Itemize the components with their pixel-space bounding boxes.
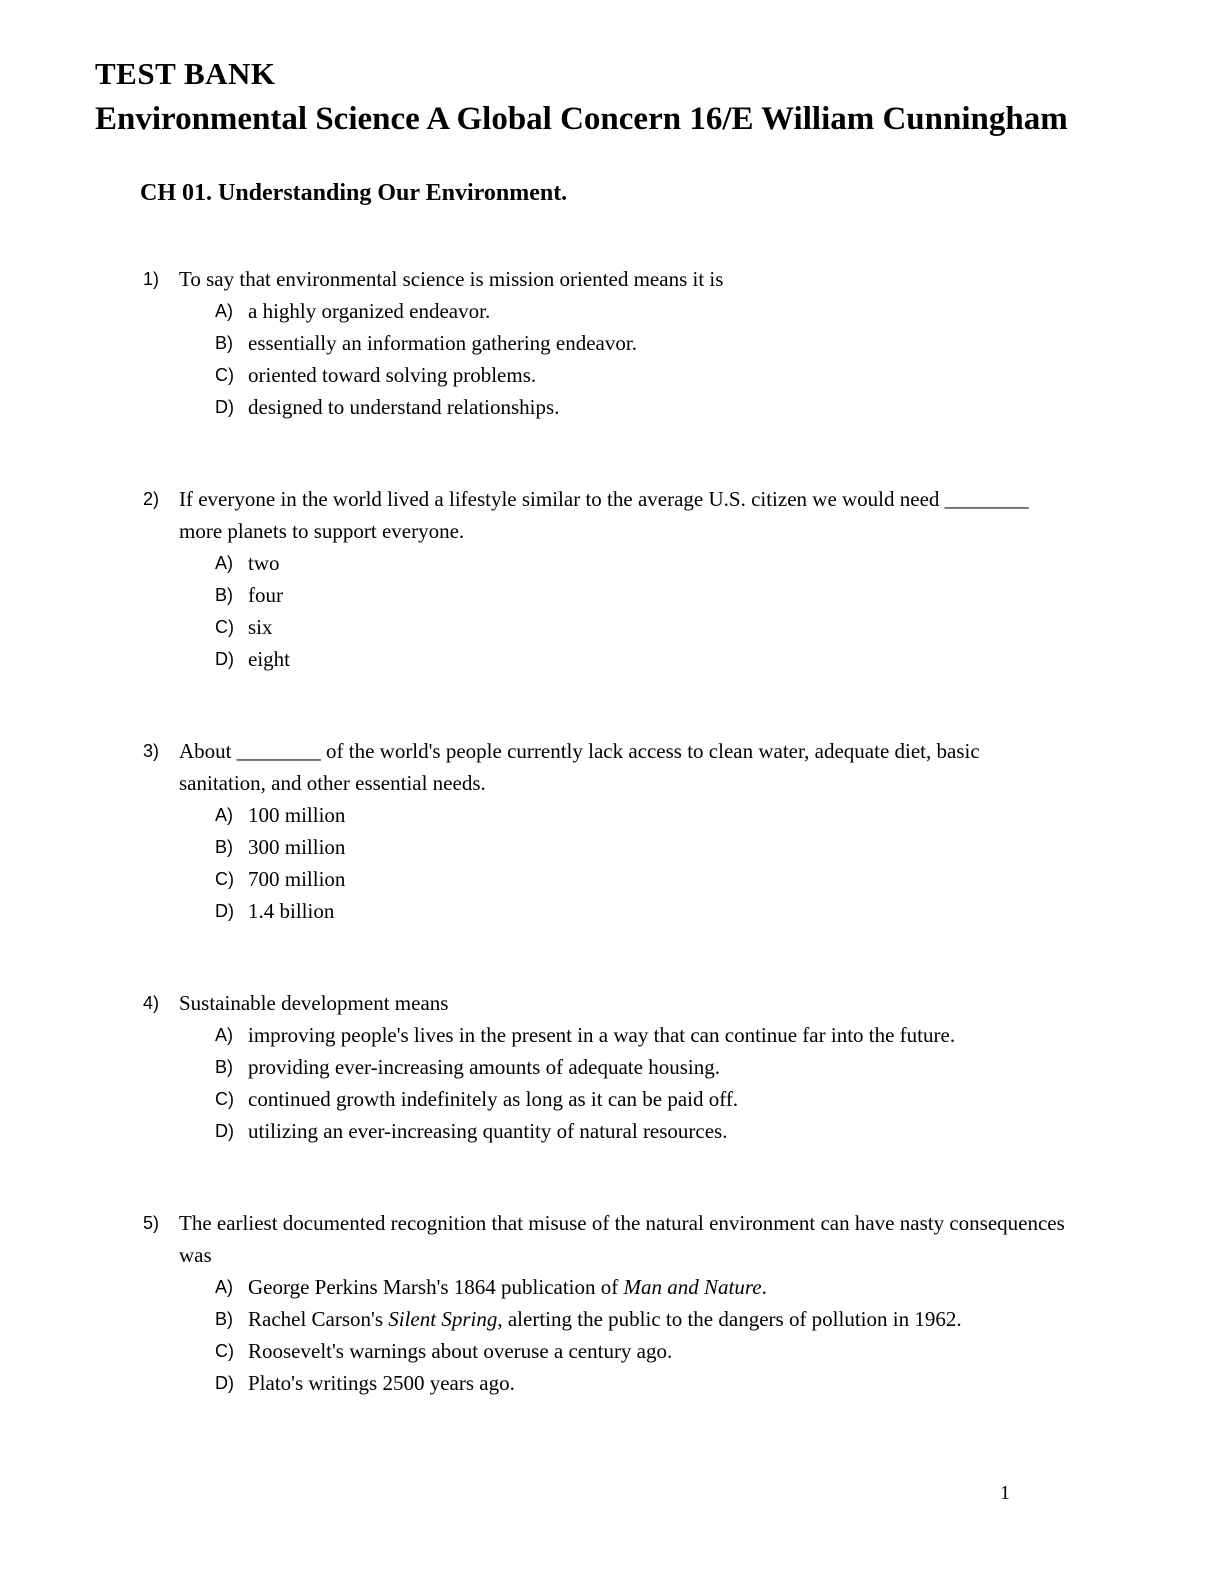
option-text — [248, 579, 1098, 611]
question-block — [143, 987, 1154, 1147]
option-letter: C) — [215, 617, 234, 638]
option-letter: D) — [215, 1373, 234, 1394]
question-block — [143, 735, 1154, 927]
option-row — [215, 359, 1154, 391]
option-text — [248, 643, 1098, 675]
text-segment: six — [248, 615, 273, 640]
option-row — [215, 799, 1154, 831]
text-segment: 300 million — [248, 835, 346, 860]
option-letter: C) — [215, 869, 234, 890]
question-text — [179, 263, 1067, 295]
option-text — [248, 1051, 1098, 1083]
option-letter: A) — [215, 805, 233, 826]
question-block — [143, 1207, 1154, 1399]
page-number: 1 — [1000, 1482, 1010, 1504]
option-letter: A) — [215, 1277, 233, 1298]
text-segment: 100 million — [248, 803, 346, 828]
option-text — [248, 611, 1098, 643]
text-segment: two — [248, 551, 280, 576]
question-text — [179, 987, 1067, 1019]
option-letter: D) — [215, 397, 234, 418]
text-segment: Sustainable development means — [179, 991, 449, 1016]
option-text — [248, 1367, 1098, 1399]
test-bank-title: TEST BANK — [95, 56, 276, 91]
text-segment: eight — [248, 647, 290, 672]
text-segment: continued growth indefinitely as long as it can be paid off. — [248, 1087, 739, 1112]
option-row — [215, 327, 1154, 359]
document-header — [95, 52, 1154, 142]
question-row — [143, 483, 1154, 547]
option-text — [248, 895, 1098, 927]
text-segment: improving people's lives in the present in a way that can continue far into the future. — [248, 1023, 956, 1048]
question-number: 1) — [143, 269, 160, 290]
text-segment: 700 million — [248, 867, 346, 892]
question-text — [179, 735, 1067, 799]
option-text — [248, 391, 1098, 423]
text-segment: About ________ of the world's people currently lack access to clean water, adequate diet, basic sanitation, and other essential needs. — [179, 739, 980, 796]
option-letter: B) — [215, 1057, 233, 1078]
question-row — [143, 1207, 1154, 1271]
option-row — [215, 1019, 1154, 1051]
text-segment: a highly organized endeavor. — [248, 299, 491, 324]
option-row — [215, 895, 1154, 927]
option-text — [248, 1335, 1098, 1367]
option-row — [215, 1051, 1154, 1083]
question-text — [179, 1207, 1067, 1271]
option-letter: C) — [215, 1341, 234, 1362]
option-row — [215, 391, 1154, 423]
option-row — [215, 1367, 1154, 1399]
option-row — [215, 579, 1154, 611]
option-text — [248, 1083, 1098, 1115]
text-segment: Rachel Carson's — [248, 1307, 389, 1332]
option-text — [248, 547, 1098, 579]
option-row — [215, 1335, 1154, 1367]
text-segment: utilizing an ever-increasing quantity of natural resources. — [248, 1119, 728, 1144]
option-letter: A) — [215, 301, 233, 322]
option-letter: D) — [215, 901, 234, 922]
text-segment: To say that environmental science is mission oriented means it is — [179, 267, 724, 292]
option-letter: D) — [215, 1121, 234, 1142]
text-segment: The earliest documented recognition that misuse of the natural environment can have nasty consequences was — [179, 1211, 1065, 1268]
option-letter: A) — [215, 1025, 233, 1046]
question-row — [143, 263, 1154, 295]
text-segment: oriented toward solving problems. — [248, 363, 537, 388]
question-number: 5) — [143, 1213, 160, 1234]
option-row — [215, 1271, 1154, 1303]
option-row — [215, 295, 1154, 327]
option-row — [215, 1115, 1154, 1147]
option-row — [215, 643, 1154, 675]
text-segment: . — [761, 1275, 767, 1300]
option-letter: B) — [215, 333, 233, 354]
option-row — [215, 863, 1154, 895]
option-row — [215, 547, 1154, 579]
option-row — [215, 831, 1154, 863]
question-text — [179, 483, 1067, 547]
option-text — [248, 799, 1098, 831]
option-text — [248, 863, 1098, 895]
text-segment: 1.4 billion — [248, 899, 335, 924]
question-number: 3) — [143, 741, 160, 762]
text-segment: If everyone in the world lived a lifestyle similar to the average U.S. citizen we would need ________ more planets to support everyone. — [179, 487, 1029, 544]
chapter-heading: CH 01. Understanding Our Environment. — [140, 180, 568, 207]
question-number: 2) — [143, 489, 160, 510]
book-title: Environmental Science A Global Concern 16/E William Cunningham — [95, 101, 1068, 138]
questions-list — [95, 263, 1154, 1399]
option-text — [248, 831, 1098, 863]
text-segment: providing ever-increasing amounts of adequate housing. — [248, 1055, 720, 1080]
option-letter: A) — [215, 553, 233, 574]
option-letter: B) — [215, 837, 233, 858]
text-segment: four — [248, 583, 283, 608]
option-row — [215, 1083, 1154, 1115]
text-segment: , alerting the public to the dangers of pollution in 1962. — [497, 1307, 962, 1332]
option-letter: B) — [215, 1309, 233, 1330]
text-segment: essentially an information gathering endeavor. — [248, 331, 637, 356]
option-row — [215, 611, 1154, 643]
question-block — [143, 263, 1154, 423]
italic-text-segment: Silent Spring — [388, 1307, 498, 1332]
italic-text-segment: Man and Nature — [623, 1275, 762, 1300]
question-row — [143, 735, 1154, 799]
option-text — [248, 327, 1098, 359]
option-letter: D) — [215, 649, 234, 670]
text-segment: designed to understand relationships. — [248, 395, 560, 420]
text-segment: Roosevelt's warnings about overuse a century ago. — [248, 1339, 673, 1364]
option-letter: C) — [215, 365, 234, 386]
option-row — [215, 1303, 1154, 1335]
text-segment: George Perkins Marsh's 1864 publication of — [248, 1275, 624, 1300]
option-text — [248, 1115, 1098, 1147]
option-text — [248, 1303, 1098, 1335]
option-text — [248, 1271, 1098, 1303]
option-text — [248, 359, 1098, 391]
option-letter: C) — [215, 1089, 234, 1110]
option-text — [248, 295, 1098, 327]
question-row — [143, 987, 1154, 1019]
option-text — [248, 1019, 1098, 1051]
option-letter: B) — [215, 585, 233, 606]
question-block — [143, 483, 1154, 675]
question-number: 4) — [143, 993, 160, 1014]
text-segment: Plato's writings 2500 years ago. — [248, 1371, 515, 1396]
